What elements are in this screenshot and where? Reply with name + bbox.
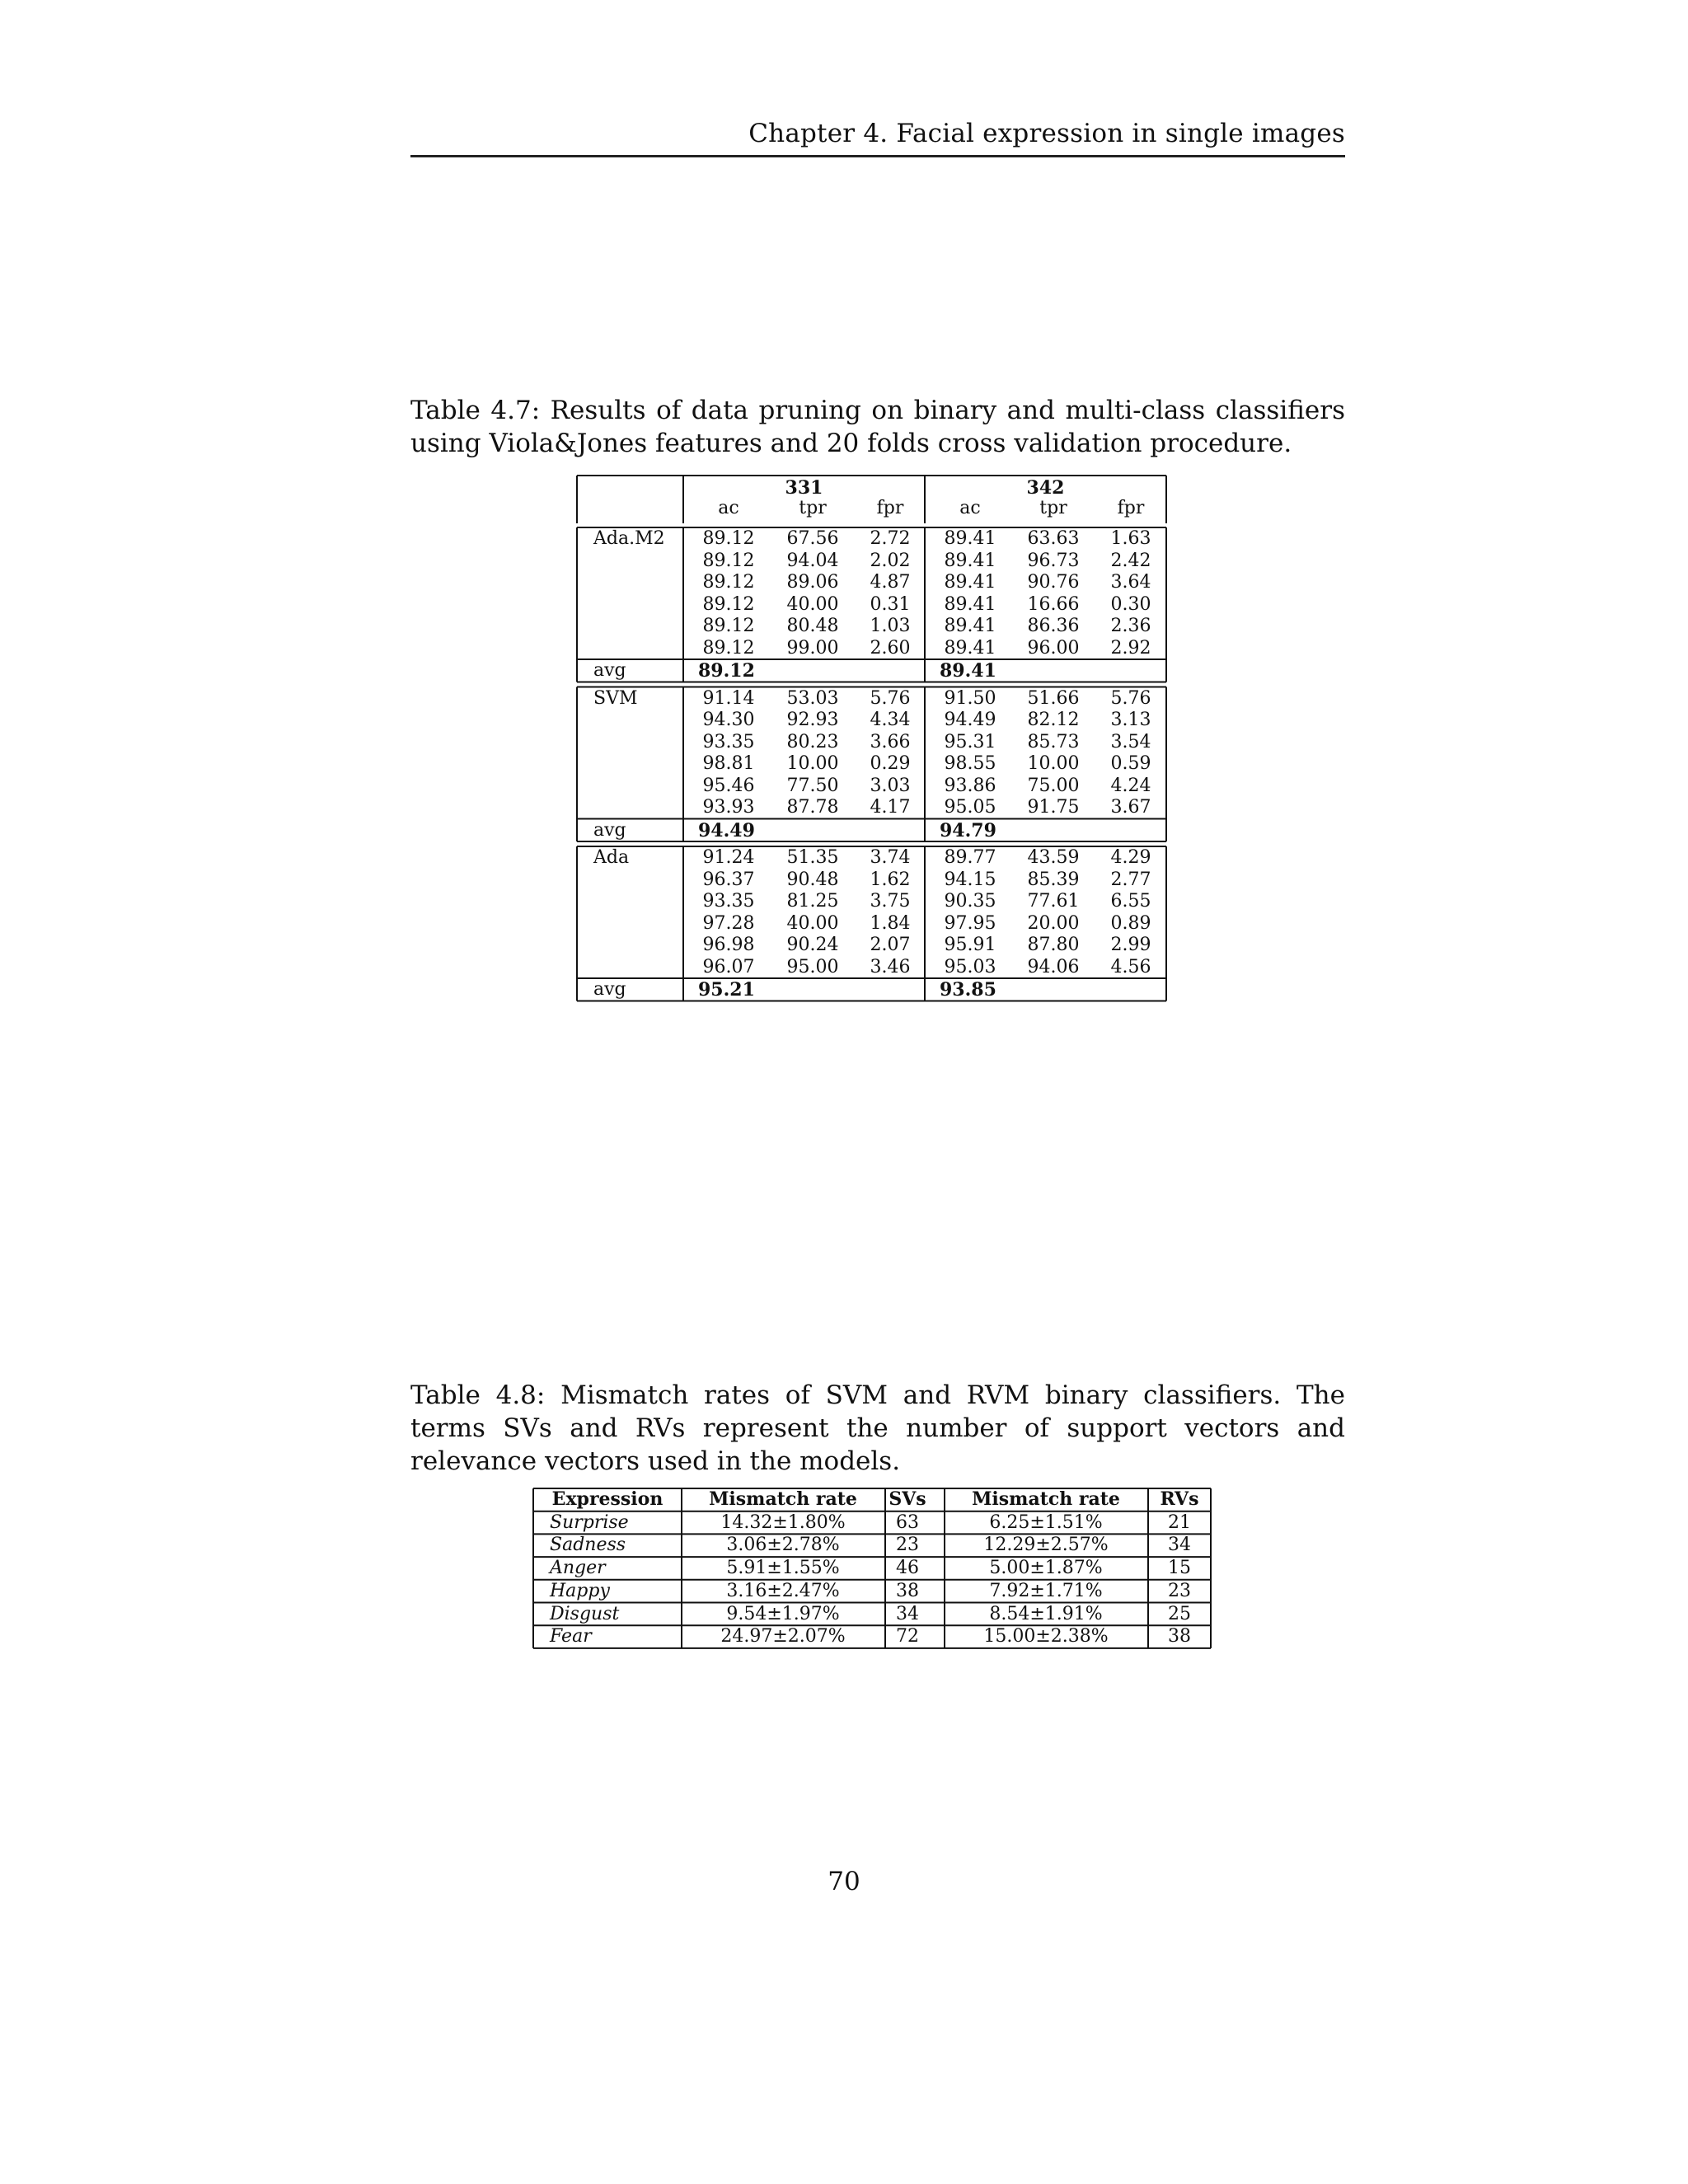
column-header: SVs	[889, 1488, 926, 1510]
table-cell: 96.07	[702, 956, 755, 977]
table-cell: 3.54	[1110, 731, 1151, 752]
column-header: ac	[718, 498, 739, 518]
table-cell: 63.63	[1027, 528, 1080, 549]
table-cell: 93.93	[702, 797, 755, 818]
table-cell: 77.50	[786, 775, 839, 796]
table-cell: 96.00	[1027, 637, 1080, 658]
group-header: 342	[1026, 477, 1065, 499]
table-cell: 80.48	[786, 616, 839, 636]
table-cell: 0.31	[870, 593, 911, 615]
table-cell: 20.00	[1027, 912, 1080, 934]
avg-label: avg	[593, 979, 626, 1000]
table-cell: 96.73	[1027, 550, 1080, 571]
running-title: Chapter 4. Facial expression in single images	[748, 119, 1345, 148]
table-cell: 91.75	[1027, 797, 1080, 818]
table-cell: 0.59	[1110, 753, 1151, 774]
table-cell: 89.12	[702, 550, 755, 571]
table-cell: 89.12	[702, 528, 755, 549]
expression-label: Surprise	[550, 1511, 629, 1533]
table-cell: 90.48	[786, 869, 839, 890]
table-cell: 63	[896, 1511, 919, 1533]
table-cell: 95.03	[944, 956, 996, 977]
table-cell: 97.95	[944, 912, 996, 934]
table-cell: 2.42	[1110, 550, 1151, 571]
expression-label: Fear	[550, 1626, 592, 1647]
table-cell: 40.00	[786, 912, 839, 934]
avg-value: 94.79	[940, 819, 996, 841]
table-cell: 91.24	[702, 847, 755, 868]
table-cell: 3.13	[1110, 710, 1151, 730]
table-cell: 9.54±1.97%	[726, 1603, 840, 1624]
table-cell: 3.03	[870, 775, 911, 796]
table-cell: 2.77	[1110, 869, 1151, 890]
table-cell: 38	[896, 1580, 919, 1601]
table-cell: 98.55	[944, 753, 996, 774]
table-cell: 97.28	[702, 912, 755, 934]
table-cell: 3.64	[1110, 572, 1151, 593]
avg-value: 89.41	[940, 660, 996, 682]
table-cell: 1.84	[870, 912, 911, 934]
table-cell: 94.30	[702, 710, 755, 730]
table-cell: 4.29	[1110, 847, 1151, 868]
avg-value: 95.21	[698, 979, 755, 1001]
table-cell: 90.76	[1027, 572, 1080, 593]
table-cell: 1.62	[870, 869, 911, 890]
table-cell: 94.49	[944, 710, 996, 730]
avg-value: 89.12	[698, 660, 755, 682]
table-cell: 89.41	[944, 528, 996, 549]
table-cell: 92.93	[786, 710, 839, 730]
column-header: tpr	[1039, 498, 1067, 518]
table-cell: 87.80	[1027, 935, 1080, 955]
table-cell: 51.66	[1027, 687, 1080, 709]
table-cell: 3.66	[870, 731, 911, 752]
table-cell: 4.87	[870, 572, 911, 593]
table-cell: 1.03	[870, 616, 911, 636]
table-cell: 3.67	[1110, 797, 1151, 818]
table-cell: 2.36	[1110, 616, 1151, 636]
table-cell: 23	[896, 1535, 919, 1556]
table-cell: 34	[1168, 1535, 1191, 1556]
table-cell: 96.98	[702, 935, 755, 955]
table-cell: 0.29	[870, 753, 911, 774]
table-cell: 5.76	[1110, 687, 1151, 709]
table-cell: 10.00	[786, 753, 839, 774]
table-cell: 95.91	[944, 935, 996, 955]
table-cell: 5.91±1.55%	[726, 1558, 840, 1579]
table-cell: 3.74	[870, 847, 911, 868]
table-cell: 93.86	[944, 775, 996, 796]
table-cell: 6.25±1.51%	[989, 1511, 1103, 1533]
table-cell: 34	[896, 1603, 919, 1624]
table-cell: 67.56	[786, 528, 839, 549]
table-cell: 15	[1168, 1558, 1191, 1579]
table-cell: 89.12	[702, 616, 755, 636]
table-cell: 95.00	[786, 956, 839, 977]
table-cell: 91.14	[702, 687, 755, 709]
table-cell: 4.17	[870, 797, 911, 818]
table-cell: 80.23	[786, 731, 839, 752]
table-cell: 93.35	[702, 731, 755, 752]
table-cell: 89.41	[944, 616, 996, 636]
table-cell: 0.30	[1110, 593, 1151, 615]
table-cell: 98.81	[702, 753, 755, 774]
table-cell: 3.06±2.78%	[726, 1535, 840, 1556]
table-cell: 43.59	[1027, 847, 1080, 868]
group-header: 331	[785, 477, 823, 499]
avg-label: avg	[593, 660, 626, 681]
avg-value: 93.85	[940, 979, 996, 1001]
table-cell: 96.37	[702, 869, 755, 890]
table-cell: 75.00	[1027, 775, 1080, 796]
table-cell: 89.12	[702, 572, 755, 593]
table-4-8-caption: Table 4.8: Mismatch rates of SVM and RVM binary classifiers. The terms SVs and RVs represent the number of support vectors and relevance vectors used in the models.	[410, 1380, 1345, 1476]
table-cell: 0.89	[1110, 912, 1151, 934]
table-cell: 89.77	[944, 847, 996, 868]
table-cell: 2.92	[1110, 637, 1151, 658]
table-cell: 1.63	[1110, 528, 1151, 549]
table-cell: 94.06	[1027, 956, 1080, 977]
table-cell: 89.41	[944, 637, 996, 658]
table-cell: 14.32±1.80%	[720, 1511, 846, 1533]
expression-label: Sadness	[550, 1535, 626, 1556]
table-4-8-rules	[533, 1488, 1217, 1653]
table-cell: 5.76	[870, 687, 911, 709]
table-cell: 8.54±1.91%	[989, 1603, 1103, 1624]
column-header: tpr	[799, 498, 827, 518]
table-cell: 4.24	[1110, 775, 1151, 796]
expression-label: Happy	[550, 1580, 610, 1601]
table-cell: 72	[896, 1626, 919, 1647]
column-header: Mismatch rate	[972, 1488, 1120, 1510]
table-cell: 95.31	[944, 731, 996, 752]
table-cell: 89.12	[702, 593, 755, 615]
column-header: ac	[959, 498, 981, 518]
table-cell: 82.12	[1027, 710, 1080, 730]
table-cell: 91.50	[944, 687, 996, 709]
table-cell: 38	[1168, 1626, 1191, 1647]
table-cell: 89.41	[944, 572, 996, 593]
table-cell: 23	[1168, 1580, 1191, 1601]
table-cell: 95.05	[944, 797, 996, 818]
table-cell: 85.39	[1027, 869, 1080, 890]
column-header: fpr	[876, 498, 904, 518]
classifier-label: Ada.M2	[593, 528, 665, 549]
table-cell: 5.00±1.87%	[989, 1558, 1103, 1579]
table-cell: 99.00	[786, 637, 839, 658]
column-header: fpr	[1117, 498, 1145, 518]
table-cell: 89.41	[944, 593, 996, 615]
table-cell: 2.07	[870, 935, 911, 955]
table-cell: 93.35	[702, 891, 755, 912]
classifier-label: SVM	[593, 687, 638, 709]
table-cell: 2.99	[1110, 935, 1151, 955]
table-cell: 81.25	[786, 891, 839, 912]
table-cell: 2.02	[870, 550, 911, 571]
table-cell: 24.97±2.07%	[720, 1626, 846, 1647]
table-cell: 85.73	[1027, 731, 1080, 752]
table-cell: 94.15	[944, 869, 996, 890]
table-cell: 10.00	[1027, 753, 1080, 774]
column-header: RVs	[1160, 1488, 1199, 1510]
page-number: 70	[828, 1867, 860, 1896]
table-cell: 6.55	[1110, 891, 1151, 912]
table-cell: 77.61	[1027, 891, 1080, 912]
table-cell: 3.46	[870, 956, 911, 977]
column-header: Expression	[551, 1488, 663, 1510]
table-cell: 2.72	[870, 528, 911, 549]
table-cell: 87.78	[786, 797, 839, 818]
table-4-7-caption: Table 4.7: Results of data pruning on binary and multi-class classifiers using Viola&Jones features and 20 folds cross validation procedure.	[410, 396, 1345, 458]
table-cell: 90.35	[944, 891, 996, 912]
expression-label: Anger	[550, 1558, 606, 1579]
table-cell: 51.35	[786, 847, 839, 868]
table-cell: 95.46	[702, 775, 755, 796]
avg-label: avg	[593, 819, 626, 841]
table-cell: 15.00±2.38%	[983, 1626, 1109, 1647]
table-cell: 94.04	[786, 550, 839, 571]
table-cell: 40.00	[786, 593, 839, 615]
table-cell: 3.16±2.47%	[726, 1580, 840, 1601]
table-cell: 16.66	[1027, 593, 1080, 615]
expression-label: Disgust	[550, 1603, 620, 1624]
table-cell: 89.41	[944, 550, 996, 571]
table-cell: 7.92±1.71%	[989, 1580, 1103, 1601]
table-cell: 89.06	[786, 572, 839, 593]
table-cell: 2.60	[870, 637, 911, 658]
table-cell: 90.24	[786, 935, 839, 955]
table-cell: 4.34	[870, 710, 911, 730]
table-cell: 3.75	[870, 891, 911, 912]
table-cell: 4.56	[1110, 956, 1151, 977]
table-cell: 86.36	[1027, 616, 1080, 636]
table-cell: 53.03	[786, 687, 839, 709]
running-header	[410, 117, 1345, 157]
classifier-label: Ada	[593, 847, 630, 868]
table-cell: 89.12	[702, 637, 755, 658]
table-cell: 12.29±2.57%	[983, 1535, 1109, 1556]
avg-value: 94.49	[698, 819, 755, 841]
table-cell: 25	[1168, 1603, 1191, 1624]
table-cell: 46	[896, 1558, 919, 1579]
column-header: Mismatch rate	[709, 1488, 857, 1510]
table-cell: 21	[1168, 1511, 1191, 1533]
